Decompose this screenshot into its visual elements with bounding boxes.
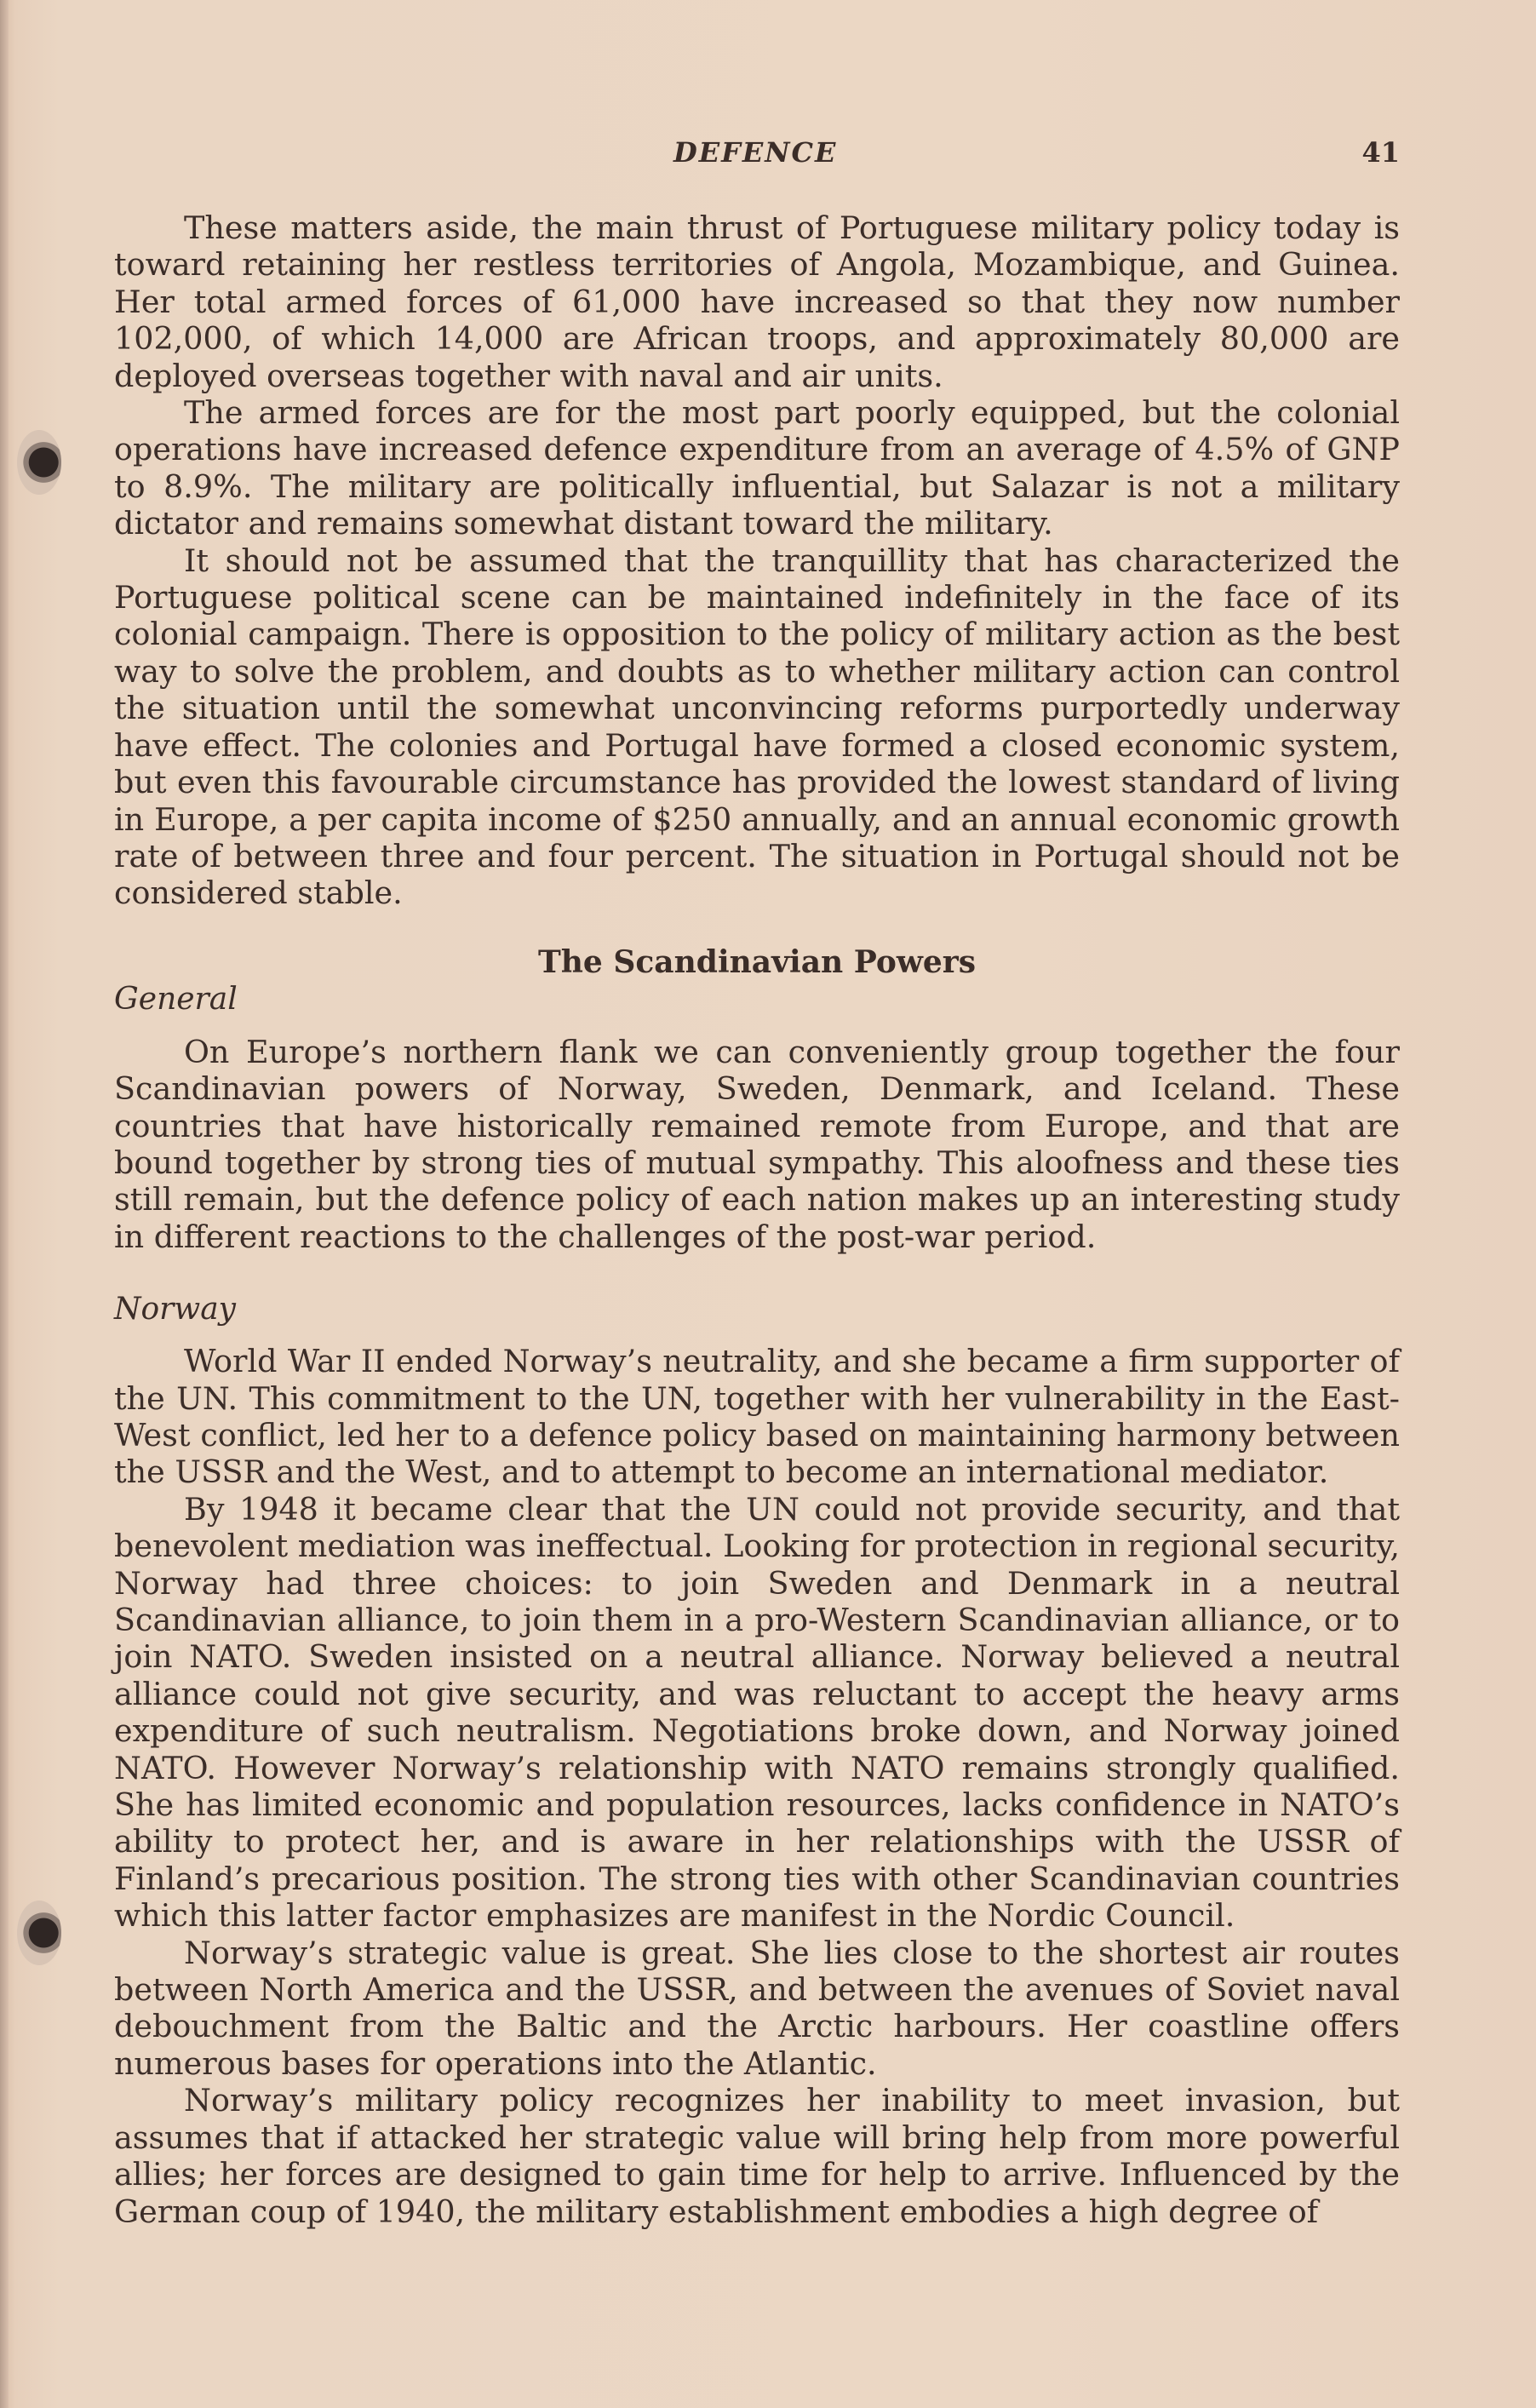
running-head: DEFENCE: [673, 136, 838, 169]
paragraph-portugal-3: It should not be assumed that the tranquillity that has characterized the Portuguese political scene can be maintained indefinitely in the face of its colonial campaign. There is opposition to the policy of military action as the best way to solve the problem, and doubts as to whether military action can control the situation until the somewhat unconvincing reforms purportedly underway have effect. The colonies and Portugal have formed a closed economic system, but even this favourable circumstance has provided the lowest standard of living in Europe, a per capita income of $250 annually, and an annual economic growth rate of between three and four percent. The situation in Portugal should not be considered stable.: [114, 542, 1400, 912]
binding-edge: [0, 0, 9, 2408]
binder-hole-bottom: [17, 1901, 61, 1965]
page-number: 41: [1361, 136, 1400, 169]
page-header: [114, 136, 1400, 174]
subheading-norway: Norway: [114, 1292, 236, 1327]
paragraph-portugal-1: These matters aside, the main thrust of Portuguese military policy today is toward retaining her restless territories of Angola, Mozambique, and Guinea. Her total armed forces of 61,000 have increased so that they now number 102,000, of which 14,000 are African troops, and approximately 80,000 are deployed overseas together with naval and air units.: [114, 209, 1400, 394]
paragraph-norway-3: Norway’s strategic value is great. She lies close to the shortest air routes between North America and the USSR, and between the avenues of Soviet naval debouchment from the Baltic and the Arctic harbours. Her coastline offers numerous bases for operations into the Atlantic.: [114, 1934, 1400, 2082]
subheading-general: General: [114, 981, 238, 1017]
paragraph-norway-4: Norway’s military policy recognizes her inability to meet invasion, but assumes that if attacked her strategic value will bring help from more powerful allies; her forces are designed to gain time for help to arrive. Influenced by the German coup of 1940, the military establishment embodies a high degree of: [114, 2082, 1400, 2230]
paragraph-general: On Europe’s northern flank we can conveniently group together the four Scandinavian powers of Norway, Sweden, Denmark, and Iceland. These countries that have historically remained remote from Europe, and that are bound together by strong ties of mutual sympathy. This aloofness and these ties still remain, but the defence policy of each nation makes up an interesting study in different reactions to the challenges of the post-war period.: [114, 1033, 1400, 1255]
paragraph-norway-1: World War II ended Norway’s neutrality, and she became a firm supporter of the UN. This commitment to the UN, together with her vulnerability in the East-West conflict, led her to a defence policy based on maintaining harmony between the USSR and the West, and to attempt to become an international mediator.: [114, 1343, 1400, 1491]
paragraph-norway-2: By 1948 it became clear that the UN could not provide security, and that benevolent mediation was ineffectual. Looking for protection in regional security, Norway had three choices: to join Sweden and Denmark in a neutral Scandinavian alliance, to join them in a pro-Western Scandinavian alliance, or to join NATO. Sweden insisted on a neutral alliance. Norway believed a neutral alliance could not give security, and was reluctant to accept the heavy arms expenditure of such neutralism. Negotiations broke down, and Norway joined NATO. However Norway’s relationship with NATO remains strongly qualified. She has limited economic and population resources, lacks confidence in NATO’s ability to protect her, and is aware in her relationships with the USSR of Finland’s precarious position. The strong ties with other Scandinavian countries which this latter factor emphasizes are manifest in the Nordic Council.: [114, 1490, 1400, 1935]
paragraph-portugal-2: The armed forces are for the most part poorly equipped, but the colonial operations have increased defence expenditure from an average of 4.5% of GNP to 8.9%. The military are politically influential, but Salazar is not a military dictator and remains somewhat distant toward the military.: [114, 394, 1400, 542]
body-text: [114, 209, 1400, 2230]
binder-hole-top: [17, 430, 61, 495]
section-title: The Scandinavian Powers: [537, 943, 977, 980]
